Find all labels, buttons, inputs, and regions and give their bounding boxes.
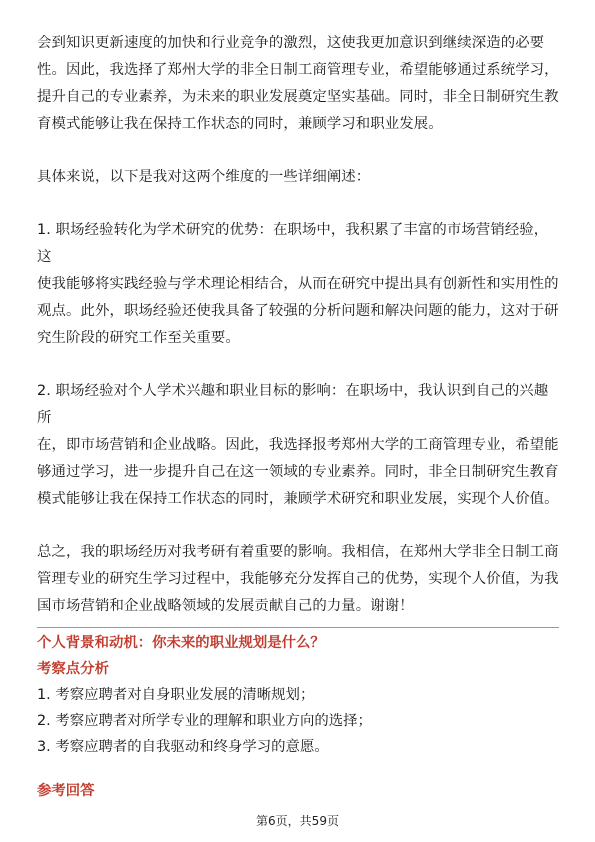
- section-divider: [37, 627, 559, 628]
- lead-sentence: 具体来说，以下是我对这两个维度的一些详细阐述：: [37, 169, 371, 185]
- point-2-paragraph: 2. 职场经验对个人学术兴趣和职业目标的影响：在职场中，我认识到自己的兴趣所 在，即市场营销和企业战略。因此，我选择报考郑州大学的工商管理专业，希望能 够通过学习，进一步提升自己在这一领域的专业素养。同时，非全日制研究生教育 模式能够让我在保持工作状态的同时，兼顾学术研究和职业发展，实现个人价值。: [37, 383, 559, 507]
- analysis-point: 2. 考察应聘者对所学专业的理解和职业方向的选择；: [37, 713, 372, 729]
- analysis-point: 3. 考察应聘者的自我驱动和终身学习的意愿。: [37, 739, 329, 755]
- page-number-footer: 第6页，共59页: [256, 814, 339, 828]
- document-page: [37, 30, 559, 804]
- point-1-paragraph: 1. 职场经验转化为学术研究的优势：在职场中，我积累了丰富的市场营销经验，这 使我能够将实践经验与学术理论相结合，从而在研究中提出具有创新性和实用性的 观点。此外，职场经验还使我具备了较强的分析问题和解决问题的能力，这对于研 究生阶段的研究工作至关重要。: [37, 222, 559, 346]
- analysis-point: 1. 考察应聘者对自身职业发展的清晰规划；: [37, 687, 315, 703]
- intro-paragraph: 会到知识更新速度的加快和行业竞争的激烈，这使我更加意识到继续深造的必要 性。因此，我选择了郑州大学的非全日制工商管理专业，希望能够通过系统学习， 提升自己的专业素养，为未来的职业发展奠定坚实基础。同时，非全日制研究生教 育模式能够让我在保持工作状态的同时，兼顾学习和职业发展。: [37, 35, 559, 132]
- analysis-heading: 考察点分析: [37, 661, 109, 677]
- conclusion-paragraph: 总之，我的职场经历对我考研有着重要的影响。我相信，在郑州大学非全日制工商 管理专业的研究生学习过程中，我能够充分发挥自己的优势，实现个人价值，为我 国市场营销和企业战略领域的发展贡献自己的力量。谢谢！: [37, 544, 559, 614]
- question-title: 个人背景和动机：你未来的职业规划是什么？: [37, 635, 325, 651]
- reference-answer-heading: 参考回答: [37, 783, 95, 799]
